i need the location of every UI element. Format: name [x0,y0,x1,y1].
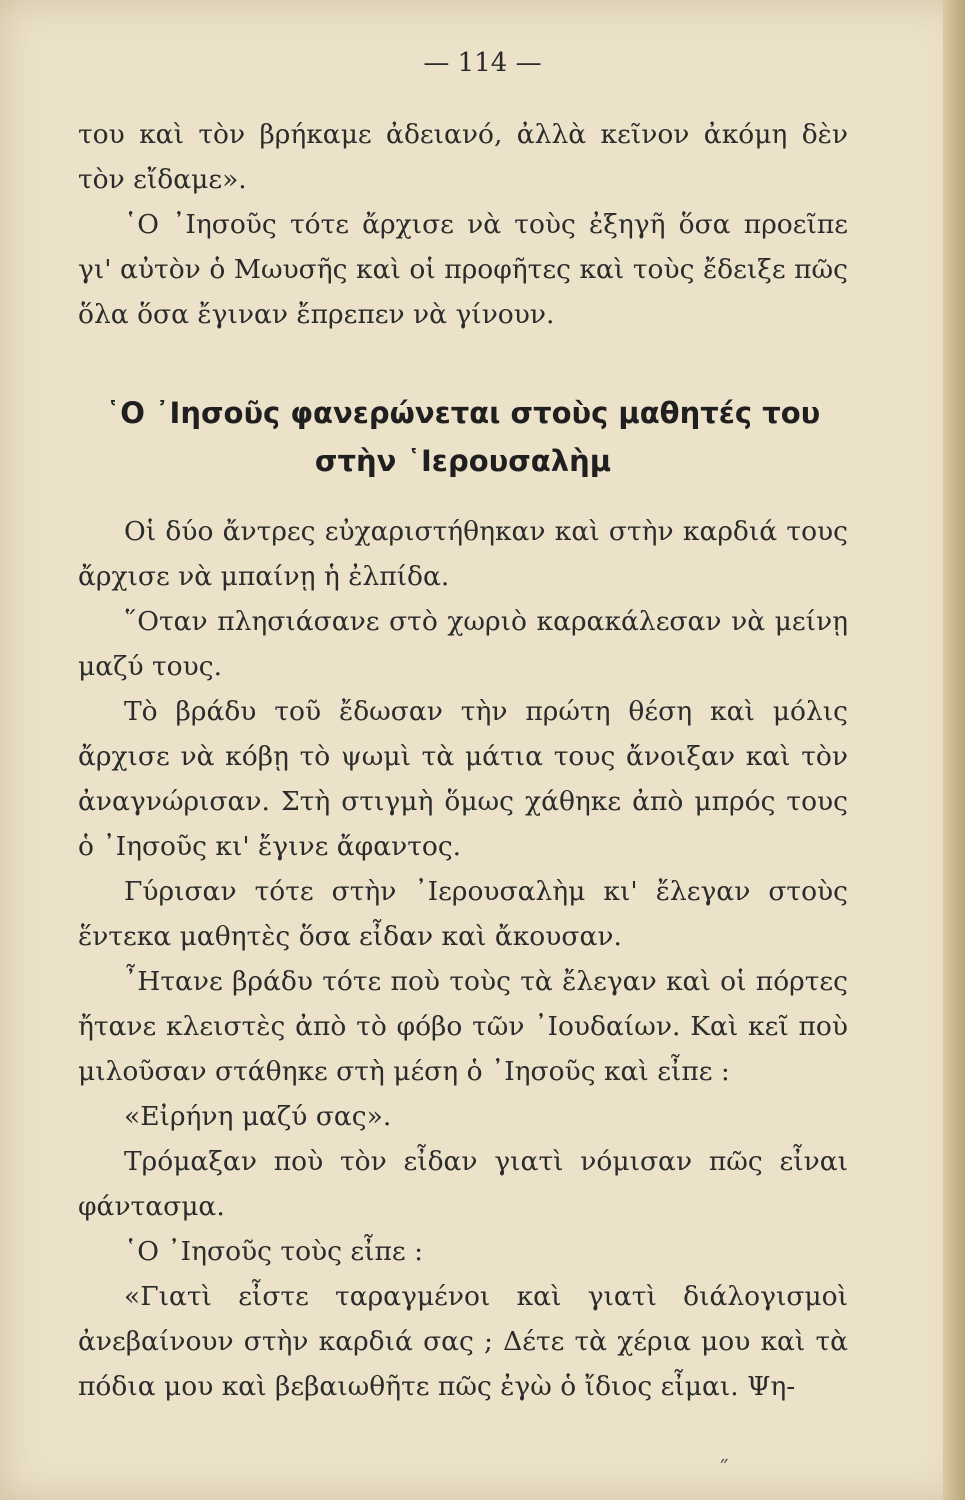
section-heading [78,389,848,485]
paragraph: Τὸ βράδυ τοῦ ἔδωσαν τὴν πρώτη θέση καὶ μόλις ἄρχισε νὰ κόβῃ τὸ ψωμὶ τὰ μάτια τους ἄνοιξαν καὶ τὸν ἀναγνώρισαν. Στὴ στιγμὴ ὅμως χάθηκε ἀπὸ μπρός τους ὁ ᾿Ιησοῦς κι' ἔγινε ἄφαντος. [78,696,848,862]
paragraph: ῾Ο ᾿Ιησοῦς τότε ἄρχισε νὰ τοὺς ἐξηγῆ ὅσα προεῖπε γι' αὐτὸν ὁ Μωυσῆς καὶ οἱ προφῆτες καὶ τοὺς ἔδειξε πῶς ὅλα ὅσα ἔγιναν ἔπρεπεν νὰ γίνουν. [78,209,848,330]
corner-mark: ˝ [718,1458,729,1483]
paragraph: του καὶ τὸν βρήκαμε ἀδειανό, ἀλλὰ κεῖνον ἀκόμη δὲν τὸν εἴδαμε». [78,119,848,195]
page-edge [943,0,965,1500]
section-heading-line: στὴν ῾Ιερουσαλὴμ [314,444,612,478]
section-heading-line: ῾Ο ᾿Ιησοῦς φανερώνεται στοὺς μαθητές του [105,396,821,430]
paragraph: ῾Ο ᾿Ιησοῦς τοὺς εἶπε : [124,1236,424,1267]
paragraph: Γύρισαν τότε στὴν ᾿Ιερουσαλὴμ κι' ἔλεγαν στοὺς ἕντεκα μαθητὲς ὅσα εἶδαν καὶ ἄκουσαν. [78,876,848,952]
paragraph: «Γιατὶ εἶστε ταραγμένοι καὶ γιατὶ διάλογισμοὶ ἀνεβαίνουν στὴν καρδιά σας ; Δέτε τὰ χέρια μου καὶ τὰ πόδια μου καὶ βεβαιωθῆτε πῶς ἐγὼ ὁ ἴδιος εἶμαι. Ψη- [78,1281,848,1402]
paragraph: ῏Ητανε βράδυ τότε ποὺ τοὺς τὰ ἔλεγαν καὶ οἱ πόρτες ἤτανε κλειστὲς ἀπὸ τὸ φόβο τῶν ᾿Ιουδαίων. Καὶ κεῖ ποὺ μιλοῦσαν στάθηκε στὴ μέση ὁ ᾿Ιησοῦς καὶ εἶπε : [78,966,848,1087]
page-number: — 114 — [423,48,542,78]
paragraph: «Εἰρήνη μαζύ σας». [124,1101,392,1132]
paragraph: ῞Οταν πλησιάσανε στὸ χωριὸ καρακάλεσαν νὰ μείνῃ μαζύ τους. [78,606,848,682]
paragraph: Τρόμαξαν ποὺ τὸν εἶδαν γιατὶ νόμισαν πῶς εἶναι φάντασμα. [78,1146,848,1222]
paragraph: Οἱ δύο ἄντρες εὐχαριστήθηκαν καὶ στὴν καρδιά τους ἄρχισε νὰ μπαίνῃ ἡ ἐλπίδα. [78,516,848,592]
page-body [78,112,848,1409]
